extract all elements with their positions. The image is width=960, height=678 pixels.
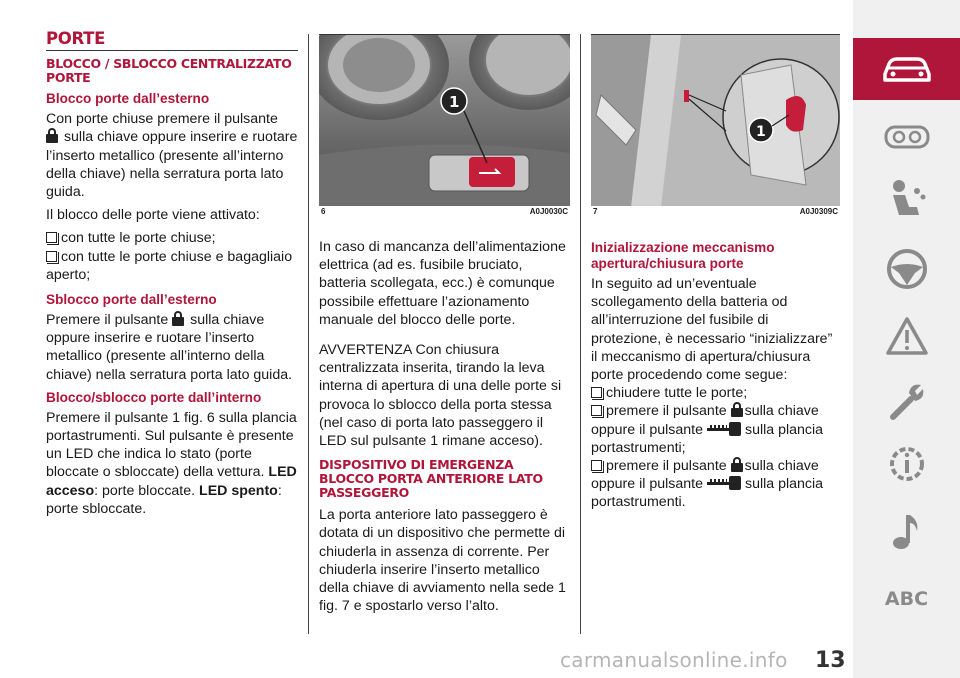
- sidebar-item-maintenance[interactable]: [853, 433, 960, 495]
- section-rule: [46, 50, 298, 51]
- led-spento: LED spento: [199, 482, 278, 499]
- text: sulla plancia portastrumenti.: [591, 476, 824, 511]
- sidebar-item-multimedia[interactable]: [853, 500, 960, 562]
- column-middle: [319, 238, 570, 620]
- column-left: [46, 30, 298, 523]
- paragraph-dispositivo: La porta anteriore lato passeggero è dotata di un dispositivo che permette di chiuderla in assenza di corrente. Per chiuderla inserire l’inserto metallico della chiave di avviamento nella sede 1 fig. 7 e spostarlo verso l’alto.: [319, 507, 566, 615]
- text: sulla chiave oppure il pulsante: [591, 403, 819, 438]
- steering-wheel-icon: [885, 247, 929, 291]
- list-item: [46, 229, 298, 247]
- paragraph-inizializzazione: In seguito ad un’eventuale scollegamento della batteria od all’interruzione del fusibile di protezione, è necessario “inizializzare” il meccanismo di apertura/chiusura porte procedendo come segue:: [591, 276, 833, 384]
- instrument-panel-icon: [884, 125, 930, 149]
- figure-7-caption: [593, 207, 838, 216]
- lock-icon: [46, 128, 58, 143]
- sidebar-item-driving[interactable]: [853, 238, 960, 300]
- paragraph-mancanza: In caso di mancanza dell’alimentazione elettrica (ad es. fusibile bruciato, batteria scollegata, ecc.) è comunque possibile effettuare l’azionamento manuale del blocco delle porte.: [319, 239, 566, 328]
- list-item: [591, 457, 840, 512]
- text: con tutte le porte chiuse e bagagliaio aperto;: [46, 248, 293, 283]
- figure-7-door-device: [591, 34, 840, 206]
- checkbox-bullet-icon: [46, 251, 57, 262]
- list-item: [591, 384, 840, 402]
- text: Premere il pulsante: [46, 312, 169, 329]
- heading-sblocco-esterno: Sblocco porte dall’esterno: [46, 292, 217, 308]
- lock-icon: [731, 457, 743, 472]
- lock-icon: [172, 311, 184, 326]
- text: sulla chiave oppure il pulsante: [591, 458, 819, 493]
- paragraph-interno: [46, 409, 298, 518]
- figure-number: 7: [593, 207, 598, 216]
- watermark: carmanualsonline.info: [560, 648, 788, 672]
- column-right: [591, 238, 840, 512]
- paragraph-sblocco: [46, 311, 298, 384]
- paragraph-avvertenza: AVVERTENZA Con chiusura centralizzata inserita, tirando la leva interna di apertura di una delle porte si provoca lo sblocco della porta stessa (nel caso di porta lato passeggero il LED sul pulsante 1 rimane acceso).: [319, 342, 562, 450]
- subsection-title-dispositivo: DISPOSITIVO DI EMERGENZA BLOCCO PORTA ANTERIORE LATO PASSEGGERO: [319, 457, 543, 501]
- key-button-icon: [707, 422, 743, 436]
- section-title: PORTE: [46, 29, 106, 48]
- wrench-icon: [885, 379, 929, 423]
- sidebar-abc-label: ABC: [884, 588, 929, 610]
- text: premere il pulsante: [606, 403, 727, 420]
- key-button-icon: [707, 476, 743, 490]
- sidebar-item-car[interactable]: [853, 38, 960, 100]
- text: Con porte chiuse premere il pulsante: [46, 111, 278, 128]
- text: : porte bloccate.: [94, 482, 196, 499]
- figure-6-caption: [321, 207, 568, 216]
- chapter-sidebar: [853, 0, 960, 678]
- figure-6-image: [319, 35, 570, 206]
- sidebar-item-warnings[interactable]: [853, 305, 960, 367]
- text: con tutte le porte chiuse;: [61, 230, 216, 247]
- subsection-title: BLOCCO / SBLOCCO CENTRALIZZATO PORTE: [46, 56, 292, 86]
- paragraph-blocco: [46, 110, 298, 201]
- checkbox-bullet-icon: [591, 460, 602, 471]
- paragraph-attivato: Il blocco delle porte viene attivato:: [46, 207, 260, 224]
- column-divider: [580, 34, 581, 634]
- sidebar-item-safety[interactable]: [853, 168, 960, 230]
- heading-blocco-interno: Blocco/sblocco porte dall’interno: [46, 389, 262, 405]
- airbag-seat-icon: [885, 177, 929, 221]
- text: sulla chiave oppure inserire e ruotare l’inserto metallico (presente all’interno della chiave) nella serratura porta lato guida.: [46, 129, 298, 201]
- car-icon: [881, 54, 933, 84]
- list-item: [591, 402, 840, 457]
- figure-6-callout: 1: [449, 93, 460, 111]
- heading-blocco-esterno: Blocco porte dall’esterno: [46, 91, 210, 107]
- checkbox-bullet-icon: [591, 405, 602, 416]
- text: sulla plancia portastrumenti;: [591, 421, 824, 456]
- led-acceso: LED acceso: [46, 464, 297, 499]
- sidebar-item-index[interactable]: [853, 568, 960, 630]
- page-number: 13: [815, 648, 846, 673]
- heading-inizializzazione: Inizializzazione meccanismo apertura/chiusura porte: [591, 240, 775, 271]
- figure-6-dashboard-button: [319, 34, 570, 206]
- music-note-icon: [889, 509, 925, 553]
- lock-icon: [731, 402, 743, 417]
- figure-7-callout: 1: [756, 124, 766, 140]
- text: chiudere tutte le porte;: [606, 385, 748, 402]
- warning-triangle-icon: [885, 316, 929, 356]
- figure-7-image: [591, 35, 840, 206]
- text: Premere il pulsante 1 fig. 6 sulla plancia portastrumenti. Sul pulsante è presente un LED che indica lo stato (porte bloccate o sbloccate) della vettura.: [46, 409, 297, 481]
- list-item: [46, 248, 298, 284]
- service-gear-icon: [885, 442, 929, 486]
- text: premere il pulsante: [606, 458, 727, 475]
- column-divider: [308, 34, 309, 634]
- sidebar-item-instruments[interactable]: [853, 106, 960, 168]
- checkbox-bullet-icon: [46, 232, 57, 243]
- figure-number: 6: [321, 207, 326, 216]
- checkbox-bullet-icon: [591, 387, 602, 398]
- figure-code: A0J0309C: [799, 207, 838, 216]
- figure-code: A0J0030C: [529, 207, 568, 216]
- sidebar-item-emergency[interactable]: [853, 370, 960, 432]
- text: sulla chiave oppure inserire e ruotare l’inserto metallico (presente all’interno della chiave) nella serratura porta lato guida.: [46, 312, 293, 383]
- text: : porte sbloccate.: [46, 482, 282, 517]
